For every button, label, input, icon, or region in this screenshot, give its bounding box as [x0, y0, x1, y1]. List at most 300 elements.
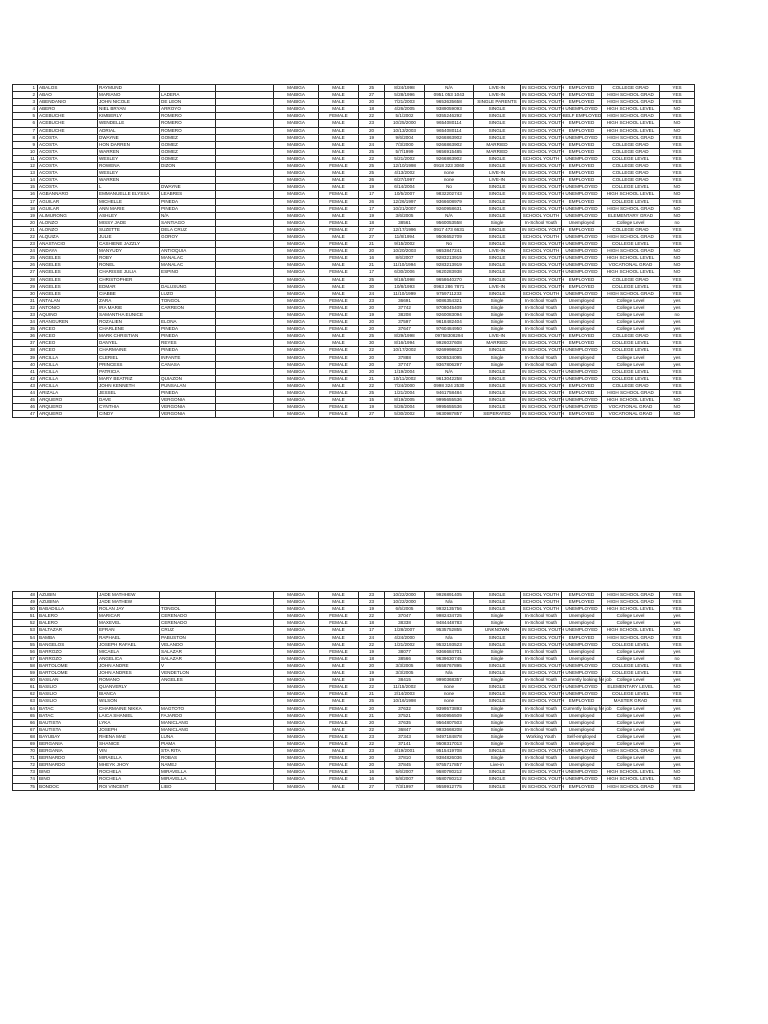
cell-contact-number: 9260083094 — [425, 312, 474, 319]
cell-work-status: SELF EMPLOYED — [563, 113, 602, 119]
cell-barangay: MABIGA — [274, 177, 319, 184]
cell-youth-classification: SCHOOL YOUTH — [521, 248, 562, 255]
cell-row-number: 51 — [13, 613, 38, 620]
cell-age: 23 — [359, 733, 385, 740]
cell-first-name: WILSON — [98, 698, 160, 705]
cell-suffix — [216, 783, 274, 790]
cell-birthdate: 5/26/2004 — [385, 404, 425, 411]
cell-youth-classification: IN SCHOOL YOUTH — [522, 99, 565, 105]
cell-youth-classification: IN SCHOOL YOUTH — [522, 783, 565, 789]
cell-last-name: BATAC — [38, 712, 98, 719]
cell-last-name: ANGELES — [38, 269, 98, 276]
cell-civil-status: SINGLE — [474, 368, 521, 375]
cell-suffix — [216, 705, 274, 712]
cell-first-name: MICHELLE — [98, 198, 160, 205]
cell-civil-status: SINGLE — [474, 127, 521, 134]
table-row — [13, 99, 695, 106]
cell-registered-voter: yes — [660, 762, 695, 769]
cell-birthdate: 4/26/2005 — [385, 106, 425, 113]
cell-education: College Level — [602, 304, 660, 311]
cell-sex: FEMALE — [319, 648, 359, 655]
cell-age: 27 — [359, 233, 385, 240]
cell-registered-voter: YES — [660, 134, 695, 141]
cell-suffix — [216, 283, 274, 290]
cell-contact-number: 09758308294 — [425, 333, 474, 340]
cell-birthdate: 37747 — [385, 361, 425, 368]
table-row — [13, 397, 695, 404]
cell-work-status: UNEMPLOYED — [562, 769, 602, 776]
cell-first-name: ROCHELA — [98, 776, 160, 783]
table-row — [13, 368, 695, 375]
cell-birthdate: 10/20/2003 — [385, 248, 425, 255]
cell-work-status: EMPLOYED — [562, 198, 602, 205]
cell-last-name: BATAC — [38, 705, 98, 712]
cell-work-status: Unemployed — [562, 319, 602, 326]
cell-row-number: 5 — [13, 113, 38, 120]
cell-sex: FEMALE — [319, 241, 359, 248]
cell-education: ELEMENTARY LEVEL — [602, 684, 660, 691]
cell-first-name: HON DARREN — [98, 141, 160, 148]
cell-age: 23 — [359, 120, 385, 127]
cell-last-name: ARCEO — [38, 347, 98, 354]
cell-contact-number: 9995655536 — [425, 397, 474, 404]
cell-education: College Level — [602, 312, 660, 319]
cell-barangay: MABIGA — [274, 613, 319, 620]
cell-first-name: ANGELICA — [98, 655, 160, 662]
cell-youth-classification: IN SCHOOL YOUTH — [522, 255, 565, 261]
cell-civil-status: SINGLE — [474, 347, 521, 354]
cell-middle-name: PIAMA — [160, 740, 216, 747]
cell-first-name: DAVE — [98, 397, 160, 404]
cell-barangay: MABIGA — [274, 354, 319, 361]
cell-civil-status: SINGLE — [474, 748, 521, 755]
cell-middle-name: MANICLANG — [160, 726, 216, 733]
cell-age: 22 — [359, 641, 385, 648]
cell-youth-classification: IN SCHOOL YOUTH — [522, 340, 565, 346]
cell-sex: FEMALE — [319, 297, 359, 304]
cell-middle-name: SANTIAGO — [160, 219, 216, 226]
cell-sex: MALE — [319, 177, 359, 184]
cell-education: College Level — [602, 733, 660, 740]
cell-first-name: ADRIAL — [98, 127, 160, 134]
cell-age: 20 — [359, 762, 385, 769]
table-row — [13, 712, 695, 719]
cell-education: MASTER GRAD — [602, 698, 660, 705]
cell-middle-name: PUNSALAN — [160, 382, 216, 389]
cell-contact-number: 9086354321 — [425, 297, 474, 304]
cell-last-name: BAMBA — [38, 634, 98, 641]
cell-age: 20 — [359, 361, 385, 368]
cell-last-name: BERGANIA — [38, 740, 98, 747]
cell-first-name: EDMAR — [98, 283, 160, 290]
table-row — [13, 606, 695, 613]
cell-barangay: MABIGA — [274, 148, 319, 155]
cell-row-number: 41 — [13, 368, 38, 375]
cell-education: HIGH SCHOOL LEVEL — [602, 627, 660, 634]
cell-youth-classification: In-School Youth — [521, 304, 562, 311]
cell-youth-classification: IN SCHOOL YOUTH — [522, 662, 565, 668]
cell-birthdate: 7/3/2000 — [385, 141, 425, 148]
cell-work-status: UNEMPLOYED — [562, 691, 602, 698]
cell-birthdate: 37343 — [385, 733, 425, 740]
cell-youth-classification: In-School Youth — [521, 326, 562, 333]
cell-education: COLLEGE LEVEL — [602, 368, 660, 375]
cell-birthdate: 10/25/2000 — [385, 120, 425, 127]
cell-registered-voter: NO — [660, 769, 695, 776]
table-row — [13, 684, 695, 691]
cell-barangay: MABIGA — [274, 762, 319, 769]
cell-barangay: MABIGA — [274, 255, 319, 262]
cell-barangay: MABIGA — [274, 290, 319, 297]
cell-work-status: Unemployed — [562, 304, 602, 311]
cell-sex: FEMALE — [319, 354, 359, 361]
cell-birthdate: 11/10/1994 — [385, 262, 425, 269]
cell-suffix — [216, 627, 274, 634]
cell-work-status: Self-employed — [562, 733, 602, 740]
cell-sex: MALE — [319, 127, 359, 134]
cell-sex: MALE — [319, 340, 359, 347]
cell-work-status: EMPLOYED — [562, 127, 602, 134]
cell-birthdate: 37845 — [385, 762, 425, 769]
cell-age: 25 — [359, 170, 385, 177]
cell-suffix — [216, 297, 274, 304]
cell-sex: MALE — [319, 134, 359, 141]
cell-work-status: UNEMPLOYED — [562, 606, 602, 613]
cell-work-status: EMPLOYED — [562, 120, 602, 127]
cell-row-number: 39 — [13, 354, 38, 361]
cell-last-name: ACOSTA — [38, 170, 98, 177]
cell-work-status: EMPLOYED — [562, 283, 602, 290]
cell-age: 26 — [359, 177, 385, 184]
cell-contact-number: 9990368357 — [425, 677, 474, 684]
cell-last-name: ALONZO — [38, 226, 98, 233]
table-row — [13, 733, 695, 740]
cell-birthdate: 37632 — [385, 705, 425, 712]
cell-youth-classification: In-School Youth — [521, 762, 562, 769]
cell-youth-classification: IN SCHOOL YOUTH — [522, 163, 565, 169]
cell-contact-number: 0998 324 2530 — [425, 382, 474, 389]
cell-sex: FEMALE — [319, 326, 359, 333]
cell-youth-classification: IN SCHOOL YOUTH — [522, 191, 565, 197]
cell-row-number: 1 — [13, 85, 38, 92]
cell-sex: FEMALE — [319, 691, 359, 698]
cell-first-name: KIMBERLY — [98, 113, 160, 120]
cell-barangay: MABIGA — [274, 170, 319, 177]
table-row — [13, 205, 695, 212]
cell-first-name: JADE MATHEW — [98, 599, 160, 606]
cell-row-number: 49 — [13, 599, 38, 606]
cell-barangay: MABIGA — [274, 262, 319, 269]
cell-last-name: ANDAYA — [38, 248, 98, 255]
cell-youth-classification: IN SCHOOL YOUTH — [522, 627, 565, 633]
cell-first-name: ASHLEY — [98, 212, 160, 219]
cell-last-name: ABAO — [38, 92, 98, 99]
cell-row-number: 42 — [13, 375, 38, 382]
cell-last-name: BONDOC — [38, 783, 98, 790]
cell-youth-classification: In-School Youth — [521, 719, 562, 726]
cell-row-number: 43 — [13, 382, 38, 389]
cell-contact-number: 9355246292 — [425, 113, 474, 120]
cell-age: 20 — [359, 304, 385, 311]
cell-birthdate: 5/6/2007 — [385, 769, 425, 776]
cell-birthdate: 3/3/2005 — [385, 662, 425, 669]
cell-contact-number: 9366684701 — [425, 648, 474, 655]
table-row — [13, 748, 695, 755]
cell-barangay: MABIGA — [274, 375, 319, 382]
cell-age: 24 — [359, 141, 385, 148]
cell-row-number: 31 — [13, 297, 38, 304]
cell-suffix — [216, 726, 274, 733]
cell-sex: FEMALE — [319, 740, 359, 747]
cell-suffix — [216, 698, 274, 705]
cell-age: 22 — [359, 613, 385, 620]
cell-middle-name: ESPINO — [160, 269, 216, 276]
cell-age: 21 — [359, 241, 385, 248]
table-1-body — [13, 85, 695, 418]
cell-middle-name: MIRAVELLA — [160, 769, 216, 776]
cell-sex: FEMALE — [319, 719, 359, 726]
cell-age: 19 — [359, 212, 385, 219]
cell-first-name: ROLAN JAY — [98, 606, 160, 613]
cell-last-name: ANASTACIO — [38, 241, 98, 248]
cell-age: 21 — [359, 691, 385, 698]
cell-registered-voter: YES — [660, 170, 695, 177]
cell-contact-number: 9535752855 — [425, 627, 474, 634]
cell-civil-status: SINGLE — [474, 163, 521, 170]
cell-registered-voter: YES — [660, 641, 695, 648]
cell-civil-status: LIVE-IN — [474, 283, 521, 290]
cell-work-status: Unemployed — [562, 326, 602, 333]
cell-last-name: AZUBINA — [38, 599, 98, 606]
cell-middle-name: PINEDA — [160, 333, 216, 340]
cell-middle-name: ROMERO — [160, 113, 216, 120]
cell-row-number: 60 — [13, 677, 38, 684]
cell-education: VOCATIONAL GRAD — [602, 404, 660, 411]
cell-contact-number: 9653847241 — [425, 248, 474, 255]
cell-last-name: ACEBUCHE — [38, 113, 98, 120]
cell-civil-status: Single — [474, 733, 521, 740]
cell-contact-number: 9508317013 — [425, 740, 474, 747]
cell-first-name: EFRAN — [98, 627, 160, 634]
cell-birthdate: 38415 — [385, 677, 425, 684]
cell-civil-status: Single — [474, 297, 521, 304]
cell-suffix — [216, 219, 274, 226]
cell-last-name: BAUTISTA — [38, 726, 98, 733]
cell-civil-status: SINGLE — [474, 684, 521, 691]
cell-birthdate: 8/24/1998 — [385, 85, 425, 92]
table-row — [13, 297, 695, 304]
cell-last-name: BARTOLOME — [38, 670, 98, 677]
cell-suffix — [216, 776, 274, 783]
cell-youth-classification: In-School Youth — [521, 655, 562, 662]
table-row — [13, 120, 695, 127]
cell-contact-number: N/A — [425, 212, 474, 219]
cell-registered-voter: YES — [660, 606, 695, 613]
cell-work-status: EMPLOYED — [562, 592, 602, 599]
cell-age: 21 — [359, 712, 385, 719]
table-row — [13, 212, 695, 219]
cell-birthdate: 7/3/1997 — [385, 783, 425, 790]
cell-middle-name: DIZON — [160, 163, 216, 170]
cell-middle-name: ROBAS — [160, 755, 216, 762]
cell-middle-name — [160, 241, 216, 248]
cell-sex: MALE — [319, 783, 359, 790]
cell-education: HIGH SCHOOL GRAD — [602, 390, 660, 397]
cell-birthdate: 37141 — [385, 740, 425, 747]
cell-civil-status: Single — [474, 755, 521, 762]
cell-youth-classification: IN SCHOOL YOUTH — [522, 684, 565, 690]
cell-barangay: MABIGA — [274, 127, 319, 134]
cell-education: COLLEGE LEVEL — [602, 198, 660, 205]
cell-row-number: 28 — [13, 276, 38, 283]
cell-middle-name: CANASA — [160, 361, 216, 368]
cell-suffix — [216, 148, 274, 155]
table-row — [13, 248, 695, 255]
cell-first-name: JOHN NICOLE — [98, 99, 160, 106]
cell-last-name: ACOSTA — [38, 163, 98, 170]
cell-sex: MALE — [319, 99, 359, 106]
cell-row-number: 30 — [13, 290, 38, 297]
cell-suffix — [216, 155, 274, 162]
cell-education: College Level — [602, 655, 660, 662]
cell-middle-name: MANALAC — [160, 255, 216, 262]
cell-civil-status: Single — [474, 705, 521, 712]
cell-last-name: ARQUERO — [38, 397, 98, 404]
cell-civil-status: SINGLE — [474, 670, 521, 677]
table-row — [13, 740, 695, 747]
cell-barangay: MABIGA — [274, 319, 319, 326]
cell-barangay: MABIGA — [274, 599, 319, 606]
cell-row-number: 14 — [13, 177, 38, 184]
cell-youth-classification: IN SCHOOL YOUTH — [522, 269, 565, 275]
cell-birthdate: 10/22/2000 — [385, 599, 425, 606]
cell-barangay: MABIGA — [274, 85, 319, 92]
cell-row-number: 29 — [13, 283, 38, 290]
cell-registered-voter: yes — [660, 712, 695, 719]
cell-middle-name — [160, 592, 216, 599]
cell-row-number: 55 — [13, 641, 38, 648]
cell-age: 20 — [359, 719, 385, 726]
cell-sex: FEMALE — [319, 375, 359, 382]
cell-work-status: UNEMPLOYED — [562, 106, 602, 113]
cell-civil-status: SINGLE — [474, 783, 521, 790]
cell-sex: MALE — [319, 726, 359, 733]
cell-registered-voter: NO — [660, 212, 695, 219]
cell-registered-voter: yes — [660, 613, 695, 620]
cell-contact-number: No — [425, 184, 474, 191]
cell-row-number: 7 — [13, 127, 38, 134]
cell-birthdate: 5/8/2007 — [385, 776, 425, 783]
cell-registered-voter: YES — [660, 662, 695, 669]
cell-row-number: 44 — [13, 390, 38, 397]
table-row — [13, 662, 695, 669]
cell-work-status: EMPLOYED — [562, 163, 602, 170]
table-row — [13, 148, 695, 155]
cell-education: COLLEGE GRAD — [602, 382, 660, 389]
cell-birthdate: 5/21/2002 — [385, 155, 425, 162]
cell-civil-status: SINGLE — [474, 290, 521, 297]
cell-row-number: 52 — [13, 620, 38, 627]
cell-last-name: ACOSTA — [38, 134, 98, 141]
cell-sex: FEMALE — [319, 769, 359, 776]
cell-youth-classification: In-School Youth — [521, 726, 562, 733]
cell-sex: FEMALE — [319, 733, 359, 740]
cell-row-number: 32 — [13, 304, 38, 311]
cell-first-name: RAPHAEL — [98, 634, 160, 641]
cell-birthdate: 5/7/1999 — [385, 148, 425, 155]
cell-birthdate: 10/22/2000 — [385, 592, 425, 599]
cell-civil-status: Single — [474, 712, 521, 719]
cell-birthdate: 3/6/2005 — [385, 212, 425, 219]
cell-youth-classification: IN SCHOOL YOUTH — [522, 390, 565, 396]
cell-middle-name — [160, 368, 216, 375]
cell-work-status: UNEMPLOYED — [562, 269, 602, 276]
cell-education: HIGH SCHOOL GRAD — [602, 634, 660, 641]
cell-suffix — [216, 113, 274, 120]
cell-contact-number: 9497184878 — [425, 733, 474, 740]
cell-education: College Level — [602, 726, 660, 733]
cell-row-number: 22 — [13, 233, 38, 240]
cell-middle-name: NAMEJ — [160, 762, 216, 769]
cell-birthdate: 3/3/2005 — [385, 670, 425, 677]
cell-contact-number: 9266863902 — [425, 155, 474, 162]
cell-civil-status: Single — [474, 361, 521, 368]
cell-contact-number: 9399573893 — [425, 705, 474, 712]
cell-youth-classification: IN SCHOOL YOUTH — [522, 397, 565, 403]
cell-civil-status: SINGLE — [474, 113, 521, 120]
cell-first-name: EMMANUELLE ELYSSA — [98, 191, 160, 198]
cell-first-name: JOHN KENNETH — [98, 382, 160, 389]
cell-suffix — [216, 769, 274, 776]
table-row — [13, 620, 695, 627]
cell-sex: MALE — [319, 148, 359, 155]
cell-birthdate: 8/6/2007 — [385, 255, 425, 262]
cell-suffix — [216, 212, 274, 219]
cell-civil-status: SINGLE — [474, 134, 521, 141]
cell-education: HIGH SCHOOL GRAD — [602, 290, 660, 297]
cell-suffix — [216, 748, 274, 755]
cell-barangay: MABIGA — [274, 205, 319, 212]
cell-contact-number: 9506652709 — [425, 233, 474, 240]
cell-middle-name: PINEDA — [160, 347, 216, 354]
cell-birthdate: 37810 — [385, 755, 425, 762]
table-row — [13, 326, 695, 333]
cell-education: College Level — [602, 319, 660, 326]
cell-youth-classification: IN SCHOOL YOUTH — [522, 127, 565, 133]
cell-row-number: 18 — [13, 205, 38, 212]
cell-row-number: 67 — [13, 726, 38, 733]
cell-sex: MALE — [319, 170, 359, 177]
cell-sex: MALE — [319, 85, 359, 92]
cell-work-status: UNEMPLOYED — [562, 368, 602, 375]
cell-age: 25 — [359, 163, 385, 170]
cell-youth-classification: In-School Youth — [521, 677, 562, 684]
cell-last-name: BABADILLA — [38, 606, 98, 613]
cell-suffix — [216, 170, 274, 177]
cell-middle-name: GOMEZ — [160, 148, 216, 155]
cell-contact-number: 9367806297 — [425, 361, 474, 368]
cell-registered-voter: yes — [660, 304, 695, 311]
cell-middle-name — [160, 312, 216, 319]
cell-education: COLLEGE LEVEL — [602, 241, 660, 248]
cell-first-name: CIABBE — [98, 290, 160, 297]
cell-last-name: BERNARDO — [38, 762, 98, 769]
cell-barangay: MABIGA — [274, 769, 319, 776]
cell-education: HIGH SCHOOL LEVEL — [602, 106, 660, 113]
cell-birthdate: 38208 — [385, 312, 425, 319]
cell-middle-name: CERENADO — [160, 613, 216, 620]
cell-first-name: ROMANO — [98, 677, 160, 684]
